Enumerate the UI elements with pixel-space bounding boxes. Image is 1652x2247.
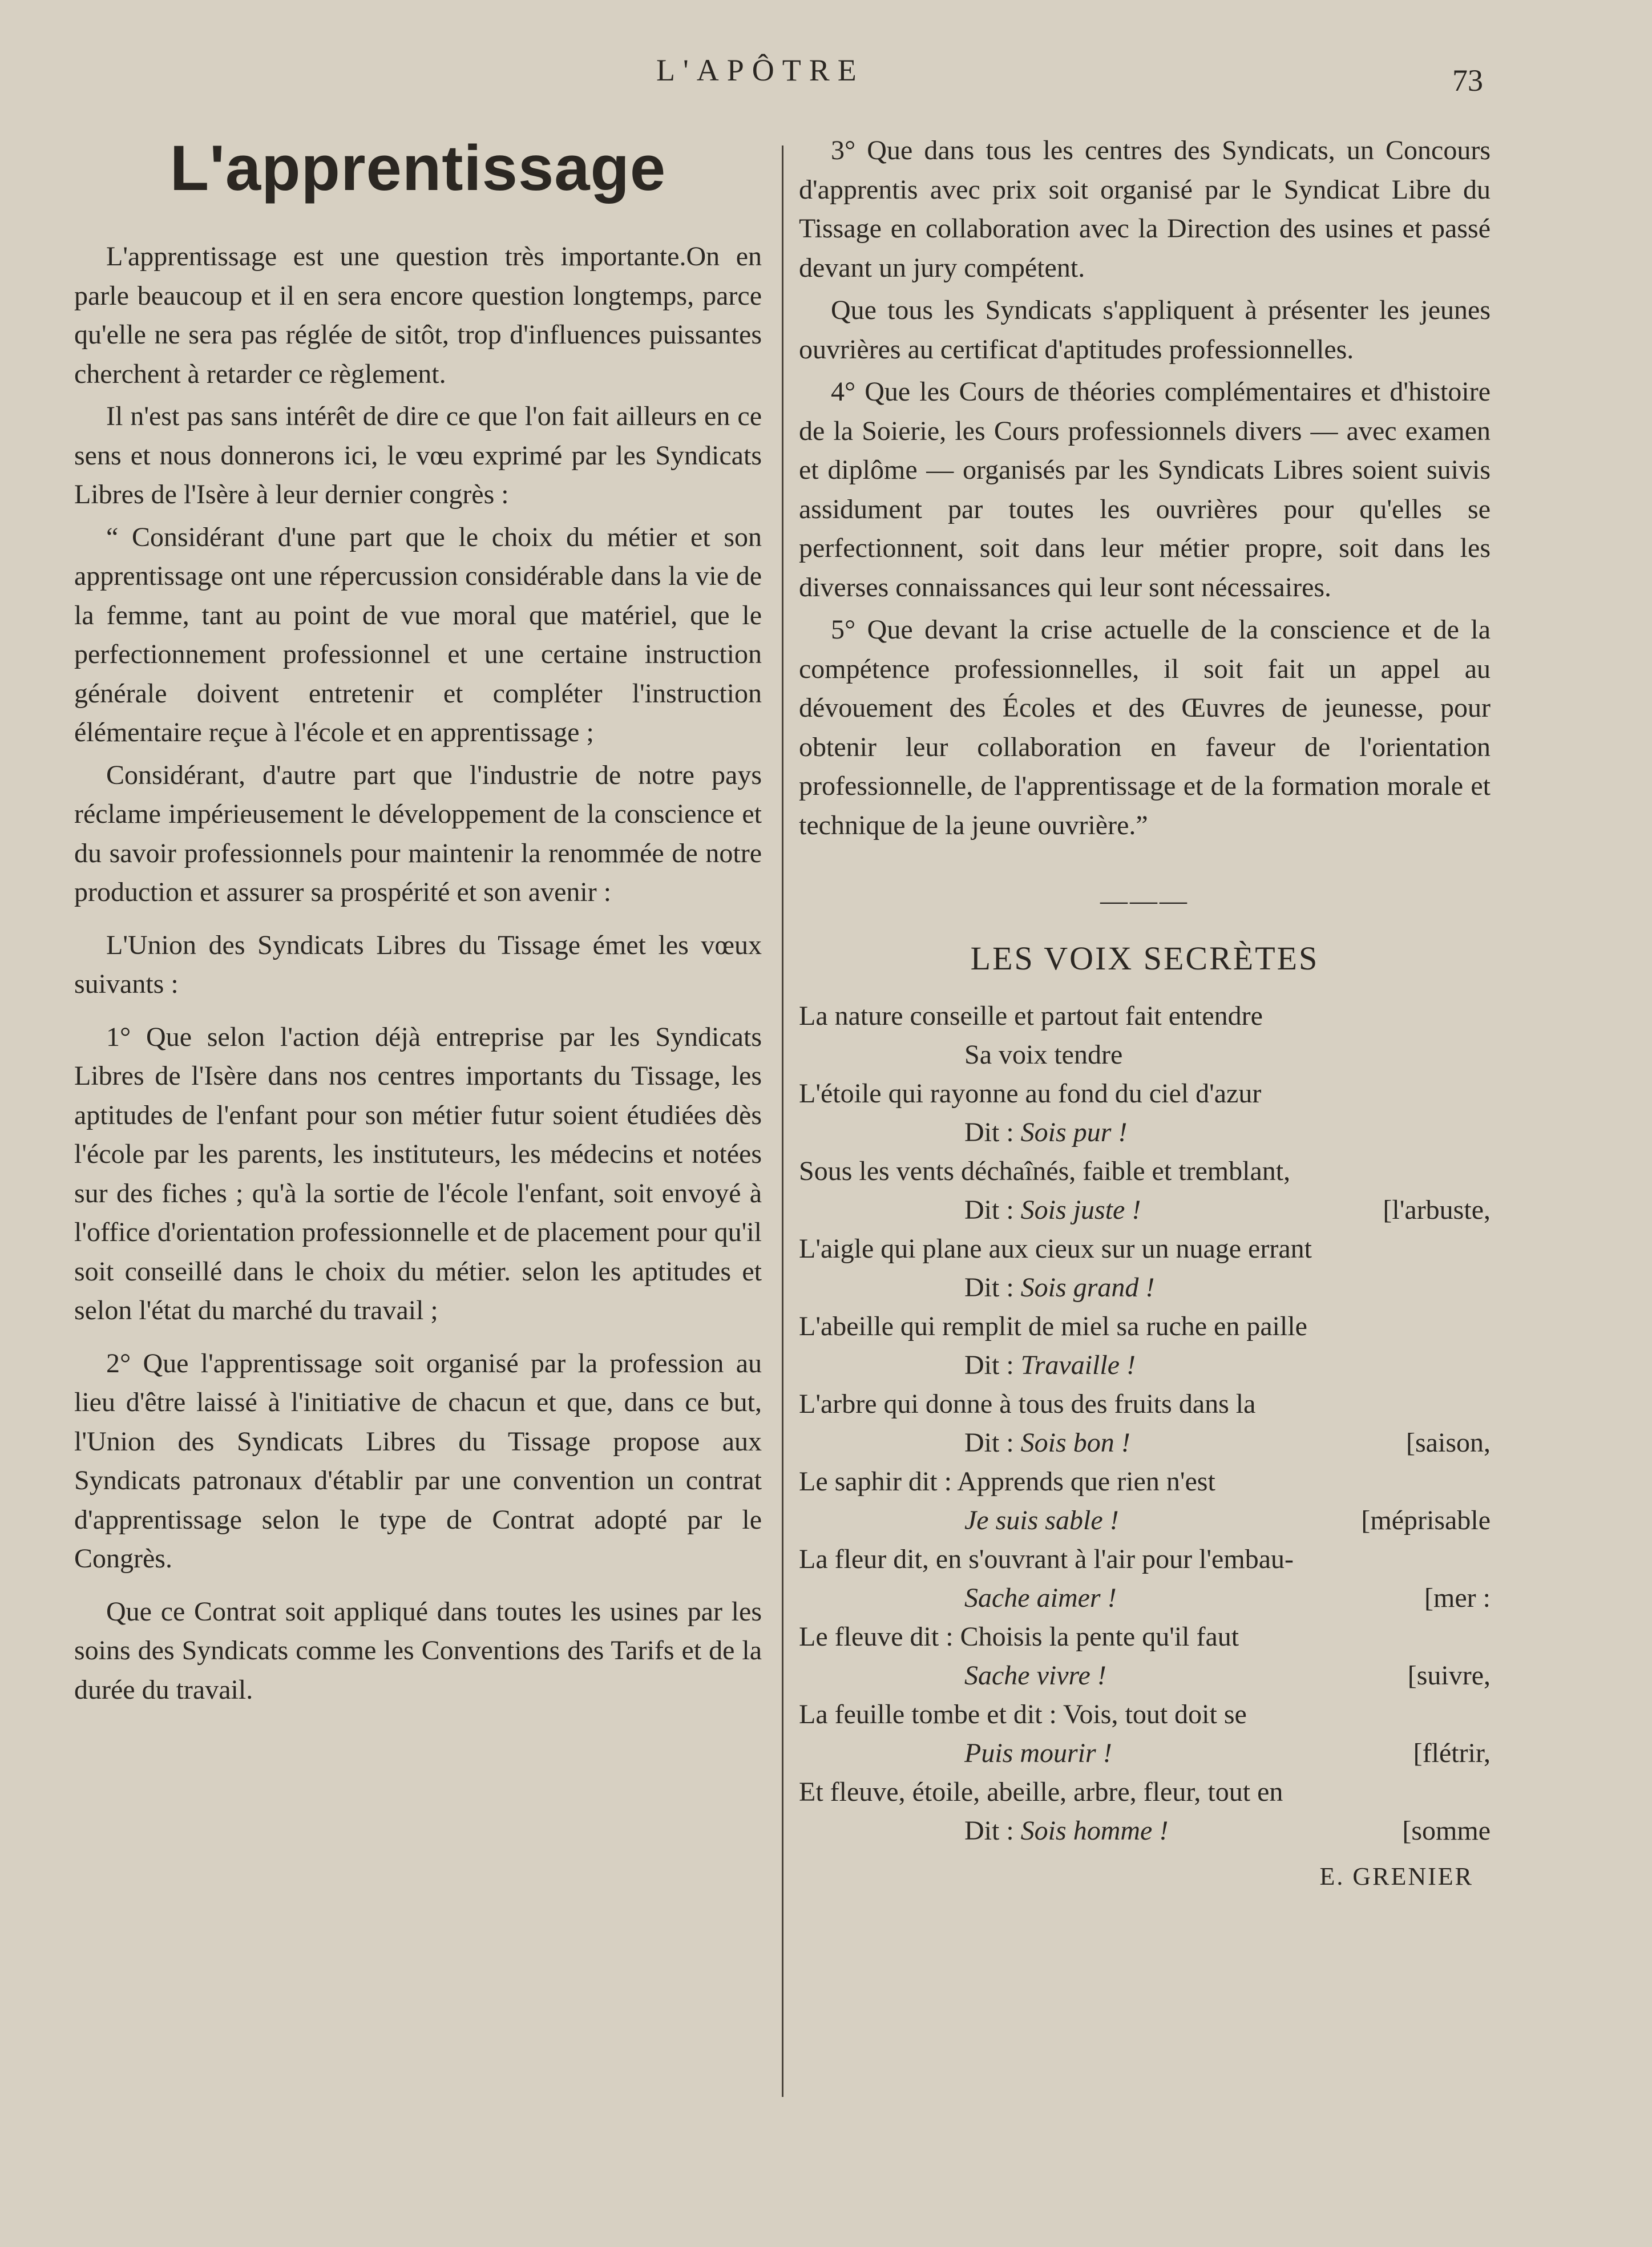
column-divider: [782, 146, 783, 2097]
poem-line-text: L'aigle qui plane aux cieux sur un nuage errant: [799, 1234, 1312, 1264]
poem-refrain: [964, 1113, 1127, 1152]
article-title: L'apprentissage: [169, 132, 667, 204]
poem-line: [799, 1346, 1491, 1385]
poem-line-text: Sous les vents déchaînés, faible et tremblant,: [799, 1156, 1291, 1186]
poem-line-text: Le fleuve dit : Choisis la pente qu'il faut: [799, 1622, 1239, 1652]
paragraph: 2° Que l'apprentissage soit organisé par la profession au lieu d'être laissé à l'initiative de chacun et que, dans ce but, l'Union des Syndicats Libres du Tissage propose aux Syndicats patronaux d'établir par une convention un contrat d'apprentissage selon le type de Contrat adopté par le Congrès.: [74, 1348, 762, 1574]
poem-line: [799, 1424, 1491, 1462]
poem-overflow-word: [flétrir,: [1413, 1738, 1491, 1768]
poem-line: [799, 1618, 1491, 1656]
poem-refrain-italic: Sois grand !: [1020, 1272, 1155, 1303]
poem-line: [799, 1462, 1491, 1501]
poem-refrain-italic: Je suis sable !: [964, 1505, 1119, 1535]
poem-refrain-italic: Sache vivre !: [964, 1660, 1106, 1691]
paragraph: Il n'est pas sans intérêt de dire ce que l'on fait ailleurs en ce sens et nous donnerons ici, le vœu exprimé par les Syndicats Libres de l'Isère à leur dernier congrès :: [74, 401, 762, 510]
poem-refrain-lead: Dit :: [964, 1350, 1021, 1380]
poem-refrain-lead: Sa voix tendre: [964, 1040, 1123, 1070]
poem-overflow-word: [mer :: [1424, 1583, 1491, 1613]
running-header: L'APÔTRE: [656, 53, 865, 87]
poem-refrain: [964, 1268, 1154, 1307]
poem-line-text: L'arbre qui donne à tous des fruits dans la: [799, 1389, 1256, 1419]
paragraph: “ Considérant d'une part que le choix du métier et son apprentissage ont une répercussion considérable dans la vie de la femme, tant au point de vue moral que matériel, que le perfectionnement professionnel et une certaine instruction générale doivent entretenir et compléter l'instruction élémentaire reçue à l'école et en apprentissage ;: [74, 522, 762, 747]
poem-line: [799, 1773, 1491, 1812]
poem-refrain-lead: Dit :: [964, 1117, 1021, 1147]
poem-overflow-word: [l'arbuste,: [1383, 1195, 1491, 1225]
poem-line: [799, 1152, 1491, 1191]
paragraph: L'Union des Syndicats Libres du Tissage émet les vœux suivants :: [74, 929, 762, 999]
poem-line: [799, 1268, 1491, 1307]
poem-line-text: L'abeille qui remplit de miel sa ruche en paille: [799, 1311, 1307, 1341]
paragraph: 3° Que dans tous les centres des Syndicats, un Concours d'apprentis avec prix soit organisé par le Syndicat Libre du Tissage en collaboration avec la Direction des usines et passé devant un jury compétent.: [799, 135, 1491, 283]
poem-body: [799, 997, 1491, 1850]
poem-line: [799, 1501, 1491, 1540]
poem-line-text: La nature conseille et partout fait entendre: [799, 1001, 1263, 1031]
poem-line: [799, 1307, 1491, 1346]
paragraph: L'apprentissage est une question très importante.On en parle beaucoup et il en sera encore question longtemps, parce qu'elle ne sera pas réglée de sitôt, trop d'influences puissantes cherchent à retarder ce règlement.: [74, 241, 762, 389]
paragraph: Que ce Contrat soit appliqué dans toutes les usines par les soins des Syndicats comme les Conventions des Tarifs et de la durée du travail.: [74, 1596, 762, 1705]
poem-line: [799, 1579, 1491, 1618]
poem-line: [799, 1191, 1491, 1230]
poem-line-text: La fleur dit, en s'ouvrant à l'air pour l'embau-: [799, 1544, 1294, 1574]
poem-refrain-italic: Sache aimer !: [964, 1583, 1117, 1613]
poem-refrain-lead: Dit :: [964, 1428, 1021, 1458]
right-column: [799, 131, 1491, 1891]
page-number: 73: [1452, 63, 1483, 98]
poem-line: [799, 1540, 1491, 1579]
section-separator: ———: [1100, 886, 1189, 916]
poem-refrain: [964, 1036, 1122, 1074]
poem-refrain-lead: Dit :: [964, 1816, 1021, 1846]
poem-title: LES VOIX SECRÈTES: [970, 940, 1319, 977]
poem-overflow-word: [somme: [1402, 1816, 1491, 1846]
paragraph: Que tous les Syndicats s'appliquent à présenter les jeunes ouvrières au certificat d'aptitudes professionnelles.: [799, 295, 1491, 365]
poem-refrain: [964, 1424, 1130, 1462]
poem-line: [799, 1656, 1491, 1695]
poem-overflow-word: [suivre,: [1407, 1660, 1491, 1691]
poem-refrain-italic: Sois homme !: [1020, 1816, 1169, 1846]
poem-overflow-word: [méprisable: [1361, 1505, 1491, 1535]
poem-refrain: [964, 1579, 1117, 1618]
poem-refrain-lead: Dit :: [964, 1195, 1021, 1225]
paragraph: Considérant, d'autre part que l'industrie de notre pays réclame impérieusement le développement de la conscience et du savoir professionnels pour maintenir la renommée de notre production et assurer sa prospérité et son avenir :: [74, 759, 762, 907]
poem-refrain: [964, 1346, 1136, 1385]
poem-refrain: [964, 1656, 1106, 1695]
poem-line-text: Le saphir dit : Apprends que rien n'est: [799, 1466, 1215, 1497]
poem-line: [799, 1734, 1491, 1773]
poem-overflow-word: [saison,: [1406, 1428, 1491, 1458]
poem-refrain: [964, 1812, 1168, 1850]
poem-line: [799, 1036, 1491, 1074]
poem-line-text: L'étoile qui rayonne au fond du ciel d'azur: [799, 1078, 1262, 1109]
poem-refrain-italic: Sois pur !: [1020, 1117, 1128, 1147]
poem-line: [799, 1230, 1491, 1268]
poem-line-text: Et fleuve, étoile, abeille, arbre, fleur, tout en: [799, 1777, 1283, 1807]
paragraph: 1° Que selon l'action déjà entreprise par les Syndicats Libres de l'Isère dans nos centres importants du Tissage, les aptitudes de l'enfant pour son métier futur soient étudiées dès l'école par les parents, les instituteurs, les médecins et notées sur des fiches ; qu'à la sortie de l'école l'enfant, soit envoyé à l'office d'orientation professionnelle et de placement pour qu'il soit conseillé dans le choix du métier. selon les aptitudes et selon l'état du marché du travail ;: [74, 1021, 762, 1325]
paragraph: 4° Que les Cours de théories complémentaires et d'histoire de la Soierie, les Cours professionnels divers — avec examen et diplôme — organisés par les Syndicats Libres soient suivis assidument par toutes les ouvrières pour qu'elles se perfectionnent, soit dans leur métier propre, soit dans les diverses connaissances qui leur sont nécessaires.: [799, 377, 1491, 603]
poem-line: [799, 1113, 1491, 1152]
paragraph: 5° Que devant la crise actuelle de la conscience et de la compétence professionnelles, il soit fait un appel au dévouement des Écoles et des Œuvres de jeunesse, pour obtenir leur collaboration en faveur de l'orientation professionnelle, de l'apprentissage et de la formation morale et technique de la jeune ouvrière.”: [799, 615, 1491, 840]
poem-refrain: [964, 1191, 1141, 1230]
left-column: [74, 131, 762, 1713]
poem-refrain-italic: Sois bon !: [1020, 1428, 1130, 1458]
poem-line: [799, 1695, 1491, 1734]
poem-refrain-italic: Travaille !: [1020, 1350, 1136, 1380]
poem-line: [799, 997, 1491, 1036]
author-signature: E. GRENIER: [1319, 1862, 1473, 1890]
poem-refrain: [964, 1501, 1119, 1540]
poem-line: [799, 1812, 1491, 1850]
poem-line-text: La feuille tombe et dit : Vois, tout doit se: [799, 1699, 1247, 1729]
poem-refrain: [964, 1734, 1112, 1773]
poem-refrain-lead: Dit :: [964, 1272, 1021, 1303]
poem-line: [799, 1385, 1491, 1424]
poem-line: [799, 1074, 1491, 1113]
poem-refrain-italic: Sois juste !: [1020, 1195, 1141, 1225]
poem-refrain-italic: Puis mourir !: [964, 1738, 1112, 1768]
